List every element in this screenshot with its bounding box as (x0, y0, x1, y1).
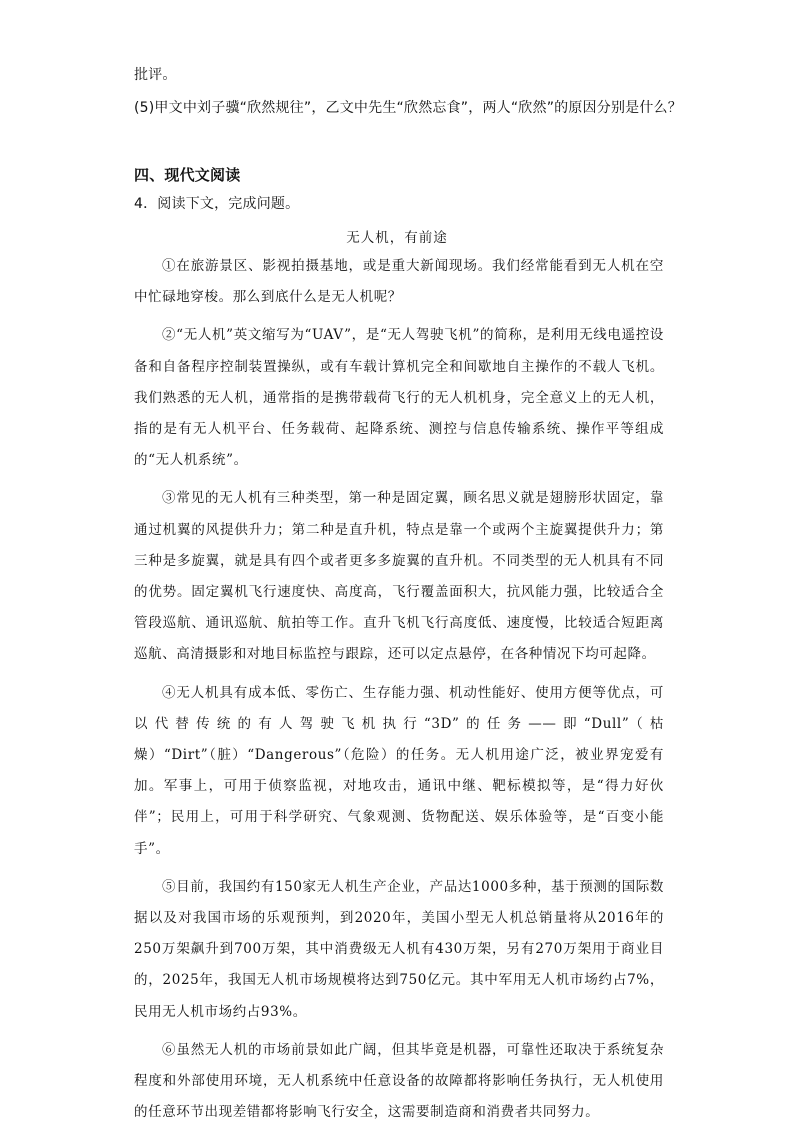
question-instruction: 4．阅读下文，完成问题。 (134, 196, 300, 212)
question-5: (5)甲文中刘子骥“欣然规往”，乙文中先生“欣然忘食”，两人“欣然”的原因分别是什么？ (134, 100, 682, 116)
paragraph-6: ⑥虽然无人机的市场前景如此广阔，但其毕竟是机器，可靠性还取决于系统复杂程度和外部使用环境，无人机系统中任意设备的故障都将影响任务执行，无人机使用的任意环节出现差错都将影响飞行安全，这需要制造商和消费者共同努力。 (134, 1041, 664, 1121)
section-heading: 四、现代文阅读 (134, 166, 241, 184)
paragraph-3: ③常见的无人机有三种类型，第一种是固定翼，顾名思义就是翅膀形状固定，靠通过机翼的风提供升力；第二种是直升机，特点是靠一个或两个主旋翼提供升力；第三种是多旋翼，就是具有四个或者更多多旋翼的直升机。不同类型的无人机具有不同的优势。固定翼机飞行速度快、高度高，飞行覆盖面积大，抗风能力强，比较适合全管段巡航、通讯巡航、航拍等工作。直升飞机飞行高度低、速度慢，比较适合短距离巡航、高清摄影和对地目标监控与跟踪，还可以定点悬停，在各种情况下均可起降。 (134, 490, 664, 663)
article-title: 无人机，有前途 (346, 230, 448, 246)
previous-answer-tail: 批评。 (134, 67, 177, 83)
paragraph-4: ④无人机具有成本低、零伤亡、生存能力强、机动性能好、使用方便等优点，可以代替传统的有人驾驶飞机执行“3D”的任务——即“Dull”（枯燥）“Dirt”（脏）“Dangerous”（危险）的任务。无人机用途广泛，被业界宠爱有加。军事上，可用于侦察监视，对地攻击，通讯中继、靶标模拟等，是“得力好伙伴”；民用上，可用于科学研究、气象观测、货物配送、娱乐体验等，是“百变小能手”。 (134, 684, 664, 857)
article-body (134, 251, 664, 1128)
paragraph-5: ⑤目前，我国约有150家无人机生产企业，产品达1000多种，基于预测的国际数据以及对我国市场的乐观预判，到2020年，美国小型无人机总销量将从2016年的250万架飙升到700万架，其中消费级无人机有430万架，另有270万架用于商业目的，2025年，我国无人机市场规模将达到750亿元。其中军用无人机市场约占7%，民用无人机市场约占93%。 (134, 878, 664, 1020)
paragraph-1: ①在旅游景区、影视拍摄基地，或是重大新闻现场。我们经常能看到无人机在空中忙碌地穿梭。那么到底什么是无人机呢？ (134, 258, 664, 306)
paragraph-2: ②“无人机”英文缩写为“UAV”，是“无人驾驶飞机”的简称，是利用无线电遥控设备和自备程序控制装置操纵，或有车载计算机完全和间歇地自主操作的不载人飞机。我们熟悉的无人机，通常指的是携带载荷飞行的无人机机身，完全意义上的无人机，指的是有无人机平台、任务载荷、起降系统、测控与信息传输系统、操作平等组成的“无人机系统”。 (134, 327, 664, 469)
